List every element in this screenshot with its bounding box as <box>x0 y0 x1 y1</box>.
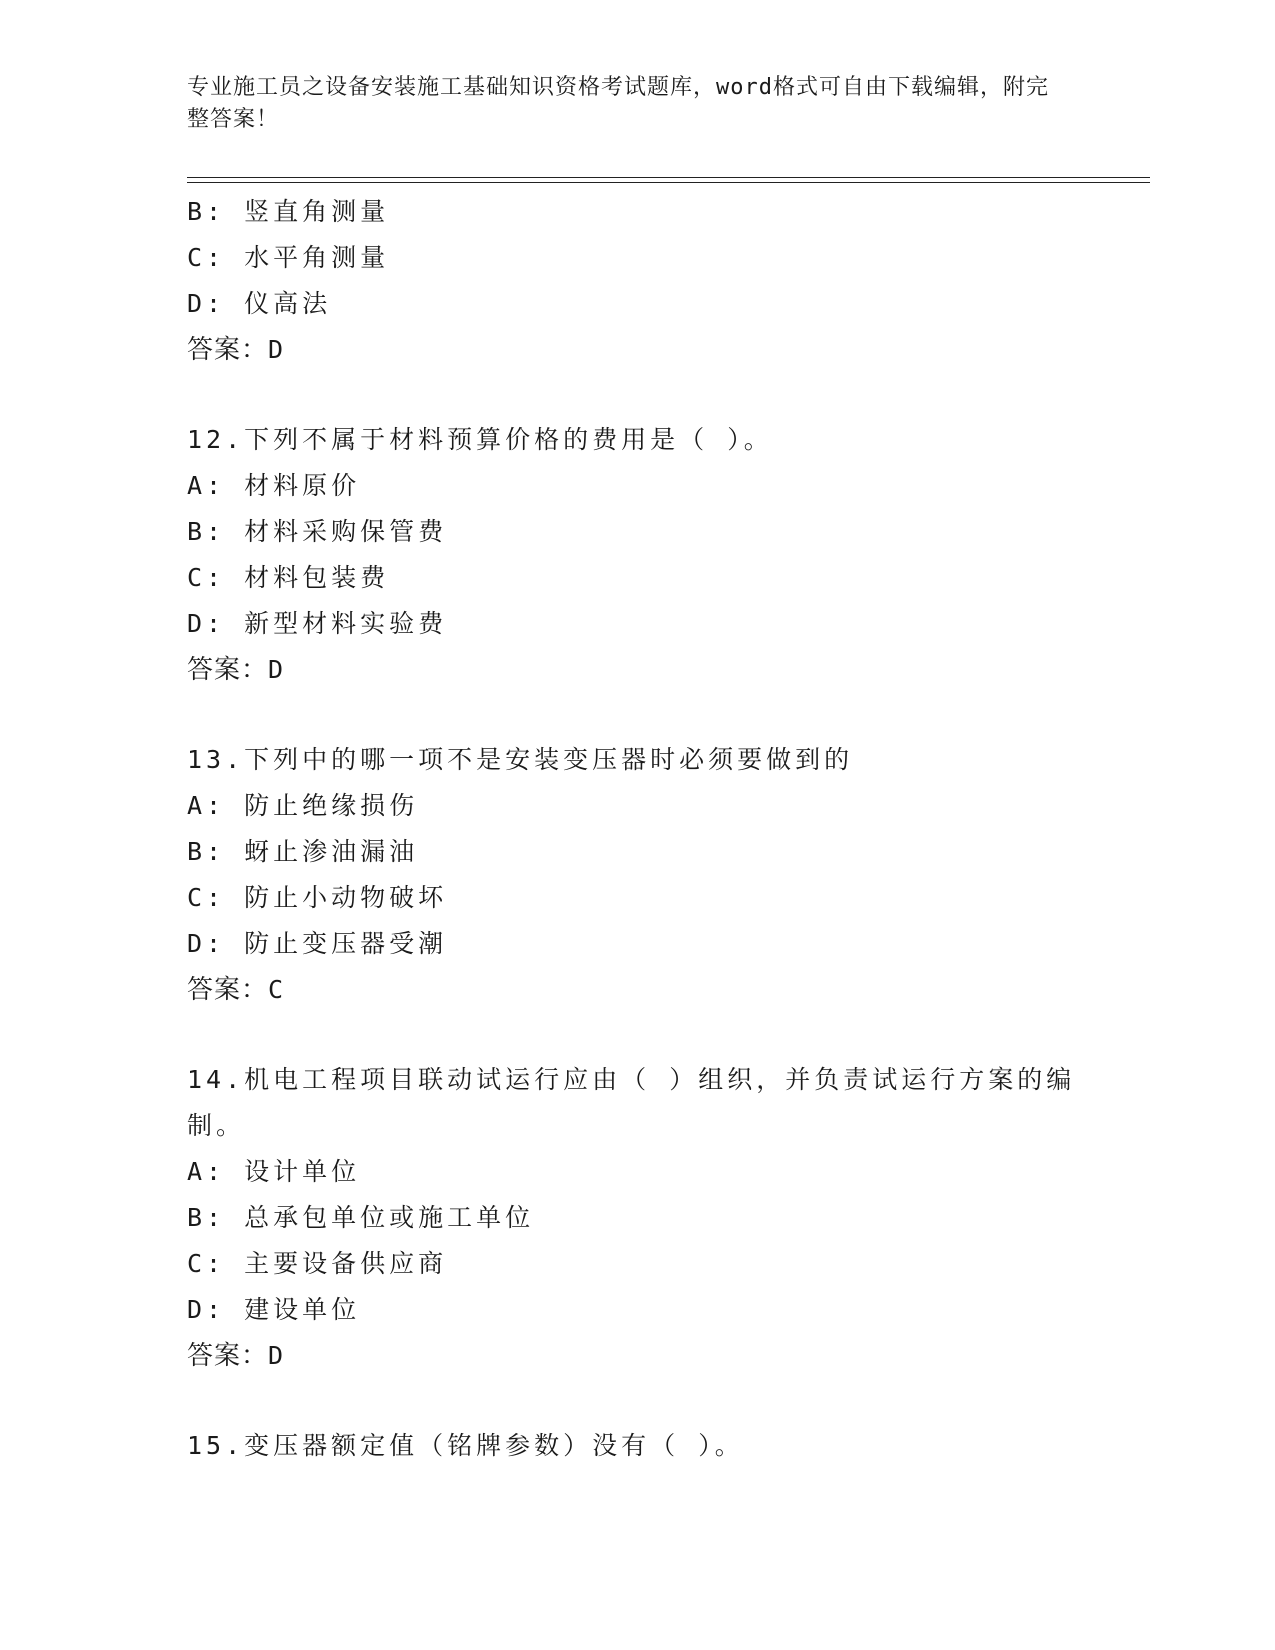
option-c: C: 材料包装费 <box>187 563 390 592</box>
question-title-line-2: 制。 <box>187 1111 246 1140</box>
option-d: D: 新型材料实验费 <box>187 609 448 638</box>
answer-line: 答案：D <box>187 335 285 365</box>
option-b: B: 材料采购保管费 <box>187 517 448 546</box>
question-title: 13.下列中的哪一项不是安装变压器时必须要做到的 <box>187 745 854 774</box>
document-header <box>187 72 1067 136</box>
question-title: 15.变压器额定值（铭牌参数）没有（ ）。 <box>187 1431 744 1460</box>
spacer <box>187 1379 1067 1423</box>
question-11 <box>187 189 1067 373</box>
option-a: A: 防止绝缘损伤 <box>187 791 419 820</box>
question-13 <box>187 737 1067 1013</box>
option-c: C: 主要设备供应商 <box>187 1249 448 1278</box>
question-12 <box>187 417 1067 693</box>
option-b: B: 总承包单位或施工单位 <box>187 1203 535 1232</box>
spacer <box>187 1013 1067 1057</box>
spacer <box>187 373 1067 417</box>
header-text: 专业施工员之设备安装施工基础知识资格考试题库，word格式可自由下载编辑，附完整答案！ <box>187 75 1049 132</box>
header-divider <box>187 177 1150 183</box>
option-b: B: 竖直角测量 <box>187 197 390 226</box>
option-b: B: 蚜止渗油漏油 <box>187 837 419 866</box>
question-list <box>187 189 1076 1469</box>
question-15 <box>187 1423 1067 1469</box>
question-title: 12.下列不属于材料预算价格的费用是（ ）。 <box>187 425 773 454</box>
answer-line: 答案：D <box>187 655 285 685</box>
answer-line: 答案：D <box>187 1341 285 1371</box>
option-d: D: 仪高法 <box>187 289 332 318</box>
question-title-line-1: 14.机电工程项目联动试运行应由（ ）组织，并负责试运行方案的编 <box>187 1065 1076 1094</box>
option-d: D: 防止变压器受潮 <box>187 929 448 958</box>
option-a: A: 材料原价 <box>187 471 361 500</box>
answer-line: 答案：C <box>187 975 285 1005</box>
option-c: C: 防止小动物破坏 <box>187 883 448 912</box>
option-a: A: 设计单位 <box>187 1157 361 1186</box>
option-d: D: 建设单位 <box>187 1295 361 1324</box>
spacer <box>187 693 1067 737</box>
question-14 <box>187 1057 1076 1379</box>
option-c: C: 水平角测量 <box>187 243 390 272</box>
